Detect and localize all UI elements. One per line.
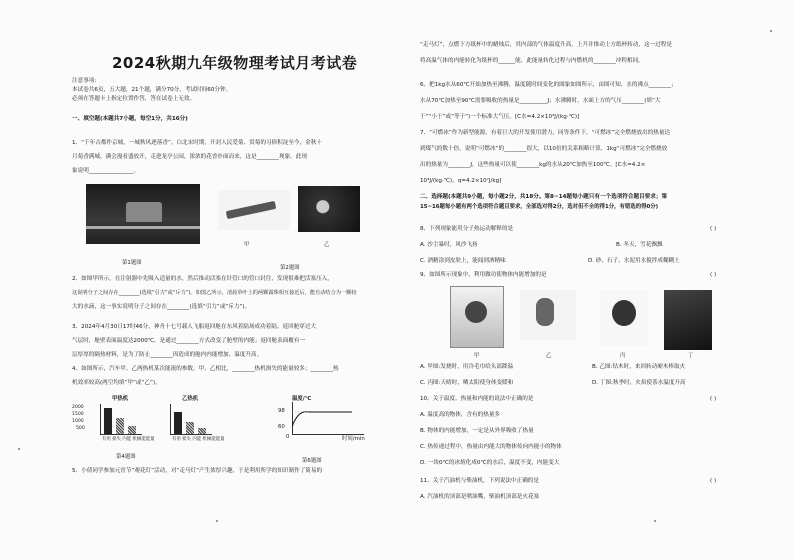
option-text: A. 汽油机的顶部是喷油嘴，柴油机顶部是火花塞	[420, 494, 540, 500]
figure-2-syringe	[218, 190, 290, 230]
left-column	[72, 0, 402, 560]
question-text: 3、2024年4月30日17时46分，神舟十七号载人飞船返回舱在东风着陆场成功着陆。返回舱穿过大	[72, 324, 317, 330]
tick-label: 98	[278, 408, 285, 414]
figure-label: 甲	[474, 353, 480, 359]
question-text: 机效率较高(两空均填“甲”或“乙”)。	[72, 380, 161, 386]
question-text: 到煤气的数十倍，说明“可燃冰”的________很大，以10倍的关系粗略计算，1kg“可燃冰”完全燃烧放	[420, 146, 668, 152]
tick-label: 0	[286, 434, 290, 440]
question-text: 大的水滴，这一事实说明分子之间存在________(选填“引力”或“斥力”)。	[72, 304, 251, 310]
chart-bar	[116, 418, 124, 434]
question-text: 层厚厚的隔热材料，是为了防止________因造成的舱内内能增加、温度升高。	[72, 352, 263, 358]
temperature-curve	[292, 402, 364, 436]
chart-bar-labels: 有用 损失 内能 机械能能量	[102, 437, 155, 442]
answer-paren: ( )	[710, 226, 717, 232]
chart-axis	[170, 434, 212, 435]
option-text: A. 沙尘暴时，风沙飞扬	[420, 242, 478, 248]
tick-label: 2000	[72, 405, 84, 410]
figure-1-photo	[86, 184, 200, 244]
question-text: 10、关于温度、热量和内能的说法中正确的是	[420, 396, 534, 402]
chart-axis	[170, 404, 171, 434]
question-text: 8、下列现象能用分子热运动解释的是	[420, 226, 514, 232]
scan-speck	[770, 30, 772, 32]
option-text: C. 酒精涂到皮肤上，能闻到酒精味	[420, 258, 506, 264]
question-text: “走马灯”，点燃下方纸杯中的蜡烛后，其内部的气体温度升高，上升并推动上方纸杯转动，这一过程是	[420, 42, 672, 48]
question-text: 2、如图甲所示，在注射器中先吸入适量的水，然后推动活塞在针管口的管口封住，发现很难把活塞压入，	[72, 276, 333, 282]
chart-label: 乙热机	[182, 396, 199, 402]
option-text: B. 物体的内能增加，一定是从外界吸收了热量	[420, 428, 534, 434]
figure-label: 乙	[324, 242, 330, 248]
chart-bar	[198, 428, 206, 434]
scan-speck	[216, 520, 218, 522]
option-text: D. 一块0℃的冰熔化成0℃的水后，温度不变，内能变大	[420, 460, 560, 466]
question-text: 9、如图所示现象中，利用做功使物体内能增加的是	[420, 272, 547, 278]
figure-2-drops	[298, 186, 360, 232]
option-text: A. 温度高的物体，含有的热量多	[420, 412, 501, 418]
notice-heading: 注意事项:	[72, 78, 97, 84]
option-text: C. 热传递过程中，热量由内能大的物体传向内能小的物体	[420, 444, 562, 450]
figure-label: 乙	[546, 353, 552, 359]
chart-bar-labels: 有用 损失 内能 机械能能量	[172, 437, 225, 442]
axis-label: 时间/min	[342, 436, 365, 442]
question-text: 6、把1kg水从60℃开始加热至沸腾，温度随时间变化的图象如图所示，由图可知，水的沸点________；	[420, 82, 677, 88]
section-heading: 一、填空题(本题共7小题，每空1分，共16分)	[72, 116, 188, 122]
figure-9-bing	[600, 290, 648, 346]
question-text: 这说明分子之间存在________(选填“引力”或“斥力”)。如图乙所示，清晨草叶上的两颗露珠相互接近后，能自动结合为一颗较	[72, 290, 357, 296]
question-text: 7、“可燃冰”作为新型能源，有着巨大的开发使用潜力，同等条件下，“可燃冰”完全燃烧放出的热量达	[420, 130, 671, 136]
question-text: 5、小倩同学参加元宵节“观花灯”活动，对“走马灯”产生浓厚兴趣，于是利用所学的知识制作了简易的	[72, 468, 323, 474]
question-text: 4、如图所示，汽车甲、乙两热机某次能流的参数。甲、乙相比，________热机损失的能量较多；________热	[72, 366, 339, 372]
chart-bar	[186, 422, 194, 434]
question-text: 象说明________________。	[72, 168, 140, 174]
chart-axis	[100, 404, 101, 434]
question-text: 水从70℃加热至90℃需要吸收的热量是__________J；水沸腾时，水面上方的气压________(填“大	[420, 98, 661, 104]
figure-label: 丁	[688, 353, 694, 359]
figure-4-charts	[72, 394, 252, 454]
answer-paren: ( )	[710, 478, 717, 484]
tick-label: 1500	[72, 412, 84, 417]
axis-label: 温度/℃	[292, 396, 312, 402]
chart-bar	[174, 412, 182, 434]
figure-9-yi	[520, 290, 576, 340]
figure-label: 甲	[244, 242, 250, 248]
figure-6-graph	[278, 394, 388, 450]
scan-speck	[18, 448, 20, 450]
option-text: D. 砂、石子、水泥用水搅拌成糊糊土	[588, 258, 680, 264]
question-text: 于”“小于”或“等于”)一个标准大气压。[C水=4.2×10³J/(kg·℃)]	[420, 114, 580, 120]
option-text: A. 甲图:发烧时，用冷毛巾给头部降温	[420, 364, 514, 370]
exam-title: 2024秋期九年级物理考试月考试卷	[112, 54, 358, 72]
figure-9-ding	[664, 290, 712, 350]
figure-label: 丙	[620, 353, 626, 359]
option-text: C. 丙图:天晴时，晒太阳使身体变暖和	[420, 380, 514, 386]
tick-label: 500	[76, 426, 85, 431]
option-text: D. 丁图:秋季时，火焰使茶水温度升高	[592, 380, 686, 386]
tick-label: 60	[278, 424, 285, 430]
figure-caption: 第2题图	[280, 265, 300, 271]
chart-label: 甲热机	[112, 396, 129, 402]
question-text: 气层时，舱壁表面温度达2000℃，是通过________方式改变了舱壁的内能；返回舱表面覆有一	[72, 338, 306, 344]
section-heading: 15~16题每小题有两个选项符合题目要求，全部选对得2分，选对但不全的得1分，有错选的得0分)	[420, 204, 659, 210]
figure-9-jia	[450, 286, 504, 348]
figure-caption: 第1题图	[122, 260, 142, 266]
notice-line: 本试卷共6页，五大题，21个题，满分70分，考试时间60分钟。	[72, 87, 232, 93]
chart-axis	[100, 434, 142, 435]
chart-bar	[104, 408, 112, 434]
question-text: 出的热量为________J，这些热量可以使________kg的水从20℃加热至100℃。[C水=4.2×	[420, 162, 646, 168]
section-heading: 二、选择题(本题共9小题，每小题2分，共18分。第8~14题每小题只有一个选项符合题目要求；第	[420, 194, 668, 200]
question-text: 10³J/(kg·℃)，q=4.2×10⁷J/kg]	[420, 178, 502, 184]
answer-paren: ( )	[710, 396, 717, 402]
question-text: 1、“千年古都作京城，一城秋风逐落香”。白北宋时期，开封人民爱菊、赏菊的习俗积淀至今，金秋十	[72, 140, 322, 146]
question-text: 月菊香满城，满会漫看盛放开，走进龙亭公园，浓浓的花香扑面而来，这是________现象。此现	[72, 154, 307, 160]
question-text: 将高温气体的内能转化为纸杯的______能，此能量转化过程与内燃机的________冲程相同。	[420, 58, 644, 64]
right-column	[420, 0, 756, 560]
chart-bar	[128, 426, 136, 434]
option-text: B. 冬天，雪花飘飘	[616, 242, 663, 248]
scan-speck	[654, 520, 656, 522]
notice-line: 必须在答题卡上指定位置作答，答在试卷上无效。	[72, 96, 196, 102]
option-text: B. 乙图:钻木时，来回转动硬木棒取火	[592, 364, 686, 370]
question-text: 11、关于汽油机与柴油机，下列说法中正确的是	[420, 478, 539, 484]
figure-caption: 第6题图	[302, 458, 322, 464]
answer-paren: ( )	[710, 272, 717, 278]
figure-caption: 第4题图	[116, 454, 136, 460]
tick-label: 1000	[72, 419, 84, 424]
